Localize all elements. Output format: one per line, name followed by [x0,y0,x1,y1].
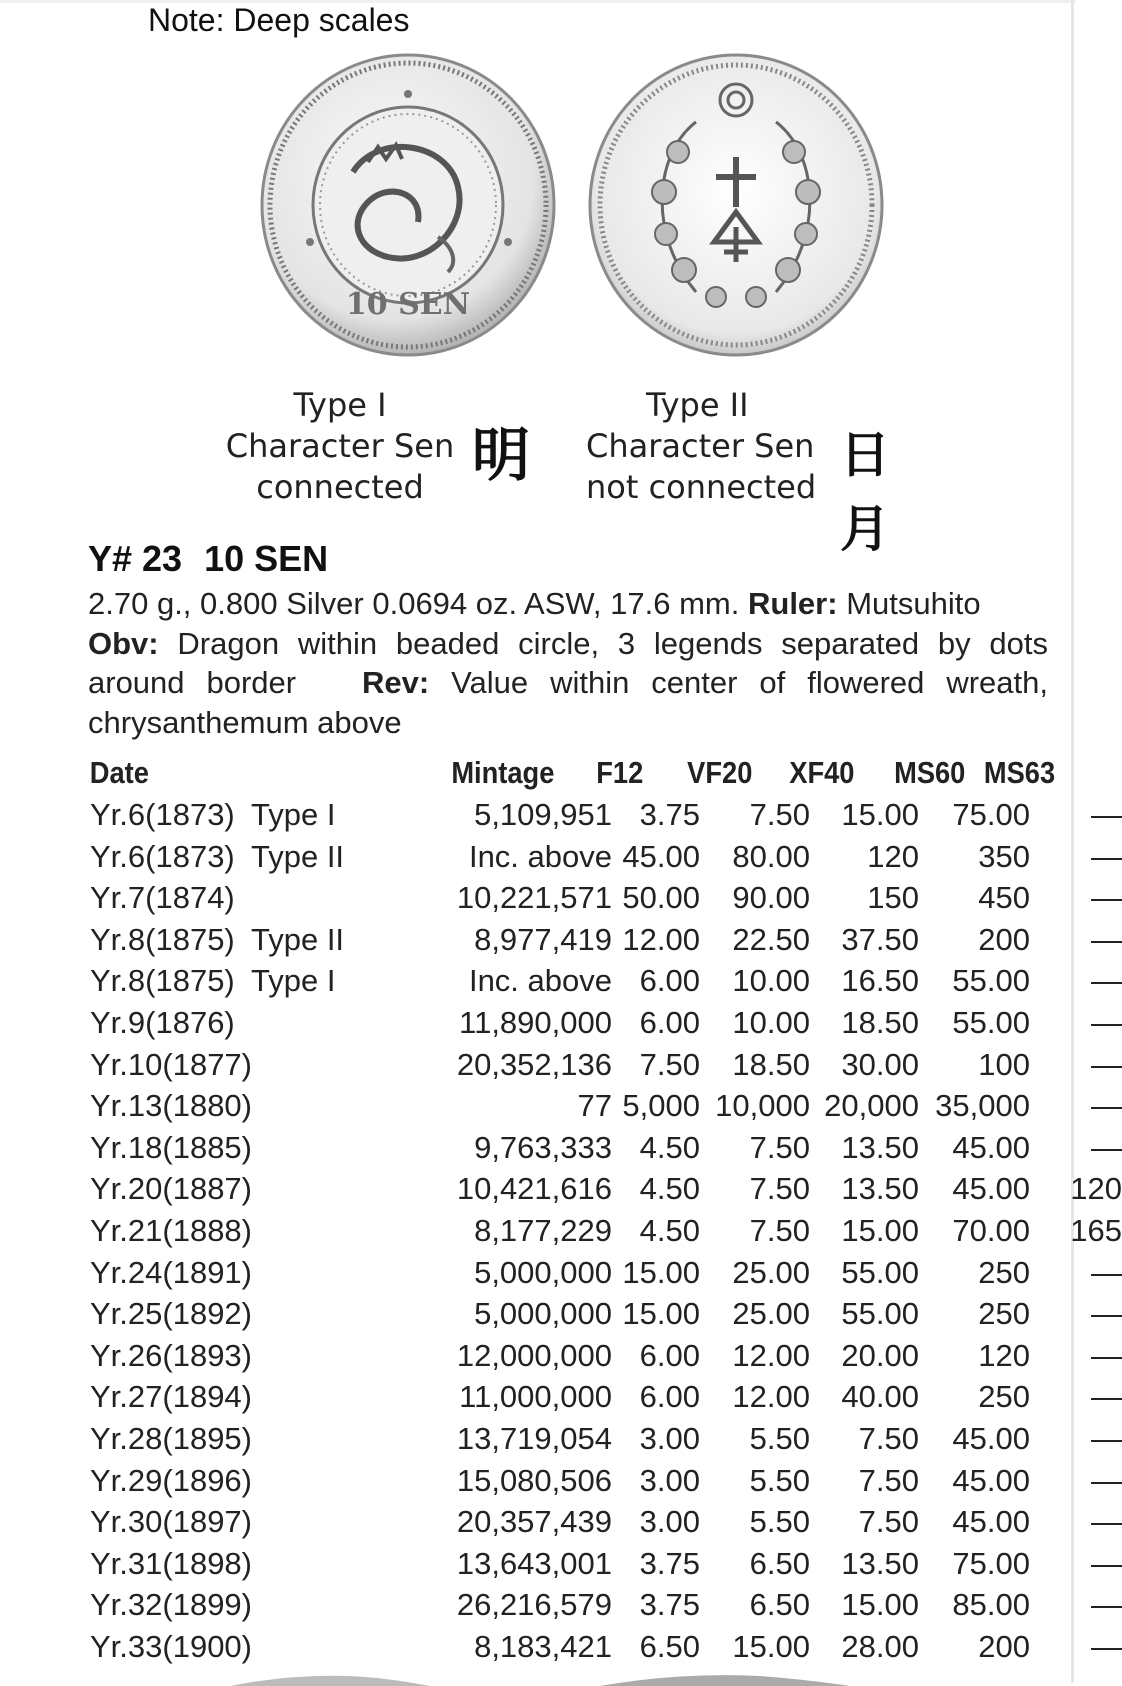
table-row [88,1210,1122,1252]
cell-ms60: 200 [978,921,1030,957]
table-row [88,1293,1122,1335]
cell-ms63: — [1091,1254,1122,1290]
cell-f12: 5,000 [622,1088,700,1124]
obverse-label: Obv: [88,625,159,661]
type-one-line2: Character Sen [225,427,455,465]
cell-date: Yr.32(1899) [90,1587,252,1623]
cell-mintage: 10,221,571 [456,880,612,916]
cell-ms60: 75.00 [952,1545,1030,1581]
cell-mintage: 5,000,000 [474,1296,612,1332]
cell-ms63: — [1091,1046,1122,1082]
cell-ms63: — [1091,1628,1122,1664]
cell-xf40: 18.50 [841,1004,919,1040]
cell-vf20: 10.00 [732,1004,810,1040]
cell-xf40: 37.50 [841,921,919,957]
cell-date: Yr.18(1885) [90,1129,252,1165]
cell-f12: 7.50 [639,1046,700,1082]
cell-f12: 6.00 [639,1337,700,1373]
coin-heading [88,538,328,580]
type-one-title: Type I [293,386,387,424]
cell-ms63: — [1091,1420,1122,1456]
cell-date: Yr.9(1876) [90,1004,235,1040]
character-sen-connected-text: 明 [472,421,531,489]
cell-ms60: 85.00 [952,1587,1030,1623]
cell-vf20: 80.00 [732,838,810,874]
cell-ms60: 45.00 [952,1420,1030,1456]
cell-date: Yr.6(1873) [90,838,235,874]
table-body [88,794,1122,1667]
cell-vf20: 12.00 [732,1379,810,1415]
cell-date: Yr.30(1897) [90,1504,252,1540]
cell-ms63: — [1091,1587,1122,1623]
cell-mintage: 13,719,054 [456,1420,612,1456]
cell-vf20: 7.50 [749,797,810,832]
cell-mintage: 11,890,000 [459,1004,612,1040]
cell-f12: 4.50 [639,1129,700,1165]
cell-vf20: 18.50 [732,1046,810,1082]
table-row [88,1127,1122,1169]
cell-ms63: — [1091,1129,1122,1165]
cell-type: Type I [251,963,336,999]
cell-mintage: 8,183,421 [474,1628,612,1664]
table-row [88,836,1122,878]
wreath-coin-reverse-icon [586,52,886,358]
type-one-caption [218,385,462,508]
type-two-title: Type II [646,386,749,424]
cell-ms63: — [1091,963,1122,999]
obverse-description: Dragon within beaded circle, 3 legends separated by dots around border [88,625,1048,700]
cell-ms63: 165 [1070,1212,1122,1248]
cell-ms60: 120 [978,1337,1030,1373]
cell-date: Yr.8(1875) [90,963,235,999]
catalog-number: Y# 23 [88,538,183,579]
cell-ms60: 45.00 [952,1462,1030,1498]
cell-date: Yr.25(1892) [90,1296,252,1332]
cell-ms63: — [1091,1004,1122,1040]
table-row [88,1044,1122,1086]
cell-xf40: 40.00 [841,1379,919,1415]
cell-vf20: 6.50 [749,1587,810,1623]
cell-f12: 45.00 [622,838,700,874]
ruler-name: Mutsuhito [846,586,981,621]
cell-ms60: 45.00 [952,1504,1030,1540]
cell-f12: 3.75 [639,1587,700,1623]
cell-type: Type II [251,838,345,874]
coin-description [88,584,1048,742]
cell-ms63: — [1091,880,1122,916]
cell-vf20: 5.50 [749,1504,810,1540]
header-date: Date [89,755,149,790]
cell-mintage: 8,177,229 [474,1212,612,1248]
character-sen-not-connected-text: 日月 [840,425,886,558]
next-coin-edge [230,1672,870,1686]
cell-ms60: 450 [978,880,1030,916]
cell-vf20: 7.50 [749,1212,810,1248]
dragon-coin-obverse-icon [258,52,558,358]
cell-ms60: 250 [978,1379,1030,1415]
cell-vf20: 5.50 [749,1462,810,1498]
cell-f12: 4.50 [639,1212,700,1248]
cell-mintage: 8,977,419 [474,921,612,957]
table-row [88,1085,1122,1127]
coin-denomination-label: 10 SEN [345,287,471,322]
cell-mintage: 12,000,000 [456,1337,612,1373]
cell-f12: 3.00 [639,1420,700,1456]
cell-type: Type I [251,797,336,832]
cell-vf20: 15.00 [732,1628,810,1664]
table-row [88,1501,1122,1543]
cell-date: Yr.29(1896) [90,1462,252,1498]
cell-xf40: 7.50 [858,1420,919,1456]
cell-ms63: — [1091,1462,1122,1498]
cell-xf40: 28.00 [841,1628,919,1664]
cell-ms63: — [1091,1337,1122,1373]
cell-ms60: 70.00 [952,1212,1030,1248]
mintage-price-table [88,752,1122,1667]
header-xf40: XF40 [789,755,855,790]
cell-date: Yr.20(1887) [90,1171,252,1207]
cell-date: Yr.26(1893) [90,1337,252,1373]
cell-f12: 3.75 [639,1545,700,1581]
cell-vf20: 25.00 [732,1296,810,1332]
cell-mintage: Inc. above [468,963,612,999]
right-rule [1071,0,1074,1683]
cell-xf40: 15.00 [841,797,919,832]
cell-mintage: 11,000,000 [459,1379,612,1415]
cell-ms60: 35,000 [935,1088,1030,1124]
table-row [88,919,1122,961]
cell-date: Yr.10(1877) [90,1046,252,1082]
cell-ms60: 75.00 [952,797,1030,832]
cell-xf40: 16.50 [841,963,919,999]
reverse-description: Value within center of flowered wreath, chrysanthemum above [88,665,1049,740]
cell-vf20: 6.50 [749,1545,810,1581]
cell-date: Yr.28(1895) [90,1420,252,1456]
cell-ms60: 350 [978,838,1030,874]
cell-xf40: 13.50 [841,1545,919,1581]
cell-date: Yr.31(1898) [90,1545,252,1581]
type-two-caption [586,385,846,508]
cell-mintage: 77 [577,1088,612,1124]
cell-vf20: 12.00 [732,1337,810,1373]
cell-vf20: 90.00 [732,880,810,916]
cell-f12: 50.00 [622,880,700,916]
cell-mintage: 15,080,506 [456,1462,612,1498]
cell-ms63: — [1091,1296,1122,1332]
cell-xf40: 30.00 [841,1046,919,1082]
cell-ms60: 250 [978,1254,1030,1290]
cell-date: Yr.27(1894) [90,1379,252,1415]
table-row [88,960,1122,1002]
cell-date: Yr.7(1874) [90,880,235,916]
cell-ms60: 100 [978,1046,1030,1082]
cell-vf20: 5.50 [749,1420,810,1456]
cell-mintage: 9,763,333 [474,1129,612,1165]
cell-xf40: 7.50 [858,1462,919,1498]
cell-f12: 3.00 [639,1462,700,1498]
type-one-line3: connected [256,468,424,506]
cell-ms63: 120 [1070,1171,1122,1207]
cell-f12: 3.75 [639,797,700,832]
header-ms60: MS60 [894,755,966,790]
table-row [88,1584,1122,1626]
cell-xf40: 20.00 [841,1337,919,1373]
cell-ms60: 45.00 [952,1171,1030,1207]
coin-specs: 2.70 g., 0.800 Silver 0.0694 oz. ASW, 17.6 mm. [88,586,740,621]
note-text: Note: Deep scales [148,2,410,38]
cell-xf40: 15.00 [841,1587,919,1623]
cell-ms63: — [1091,1545,1122,1581]
header-mintage: Mintage [451,755,555,790]
cell-f12: 15.00 [622,1254,700,1290]
header-ms63: MS63 [983,755,1056,790]
table-row [88,794,1122,836]
cell-mintage: 20,352,136 [456,1046,612,1082]
type-two-line2: Character Sen [586,427,815,465]
cell-xf40: 15.00 [841,1212,919,1248]
denomination-title: 10 SEN [204,538,329,579]
cell-ms60: 55.00 [952,963,1030,999]
cell-mintage: Inc. above [468,838,612,874]
type-two-line3: not connected [586,468,817,506]
cell-ms60: 45.00 [952,1129,1030,1165]
cell-date: Yr.6(1873) [90,797,235,832]
cell-mintage: 26,216,579 [456,1587,612,1623]
table-row [88,1252,1122,1294]
cell-f12: 6.00 [639,1379,700,1415]
cell-xf40: 7.50 [858,1504,919,1540]
cell-xf40: 120 [867,838,919,874]
table-header [88,752,1056,794]
table-row [88,1460,1122,1502]
cell-f12: 15.00 [622,1296,700,1332]
cell-xf40: 13.50 [841,1171,919,1207]
cell-vf20: 10.00 [732,963,810,999]
table-row [88,1626,1122,1668]
cell-f12: 6.00 [639,963,700,999]
cell-date: Yr.8(1875) [90,921,235,957]
ruler-label: Ruler: [748,586,838,621]
table-row [88,1376,1122,1418]
cell-date: Yr.13(1880) [90,1088,252,1124]
cell-vf20: 7.50 [749,1171,810,1207]
cell-mintage: 5,000,000 [474,1254,612,1290]
table-row [88,1335,1122,1377]
coin-images [258,52,898,362]
cell-f12: 4.50 [639,1171,700,1207]
table-row [88,877,1122,919]
cell-vf20: 7.50 [749,1129,810,1165]
cell-date: Yr.33(1900) [90,1628,252,1664]
character-sen-connected-glyph [472,418,550,492]
cell-vf20: 10,000 [715,1088,810,1124]
cell-f12: 3.00 [639,1504,700,1540]
cell-ms63: — [1091,1379,1122,1415]
cell-ms60: 200 [978,1628,1030,1664]
cell-xf40: 150 [867,880,919,916]
cell-mintage: 20,357,439 [456,1504,612,1540]
cell-ms63: — [1091,921,1122,957]
table-row [88,1168,1122,1210]
cell-type: Type II [251,921,345,957]
cell-vf20: 22.50 [732,921,810,957]
cell-ms60: 55.00 [952,1004,1030,1040]
cell-ms63: — [1091,797,1122,832]
header-vf20: VF20 [687,755,753,790]
cell-xf40: 55.00 [841,1254,919,1290]
cell-ms60: 250 [978,1296,1030,1332]
cell-date: Yr.21(1888) [90,1212,252,1248]
cell-ms63: — [1091,838,1122,874]
table-row [88,1002,1122,1044]
cell-mintage: 10,421,616 [456,1171,612,1207]
header-f12: F12 [596,755,644,790]
table-row [88,1418,1122,1460]
cell-xf40: 13.50 [841,1129,919,1165]
table-row [88,1543,1122,1585]
reverse-label: Rev: [361,665,430,700]
cell-xf40: 20,000 [824,1088,919,1124]
character-sen-not-connected-glyph [840,418,918,558]
cell-ms63: — [1091,1504,1122,1540]
cell-mintage: 13,643,001 [456,1545,612,1581]
cell-mintage: 5,109,951 [474,797,612,832]
cell-f12: 6.50 [639,1628,700,1664]
cell-ms63: — [1091,1088,1122,1124]
cell-f12: 6.00 [639,1004,700,1040]
cell-xf40: 55.00 [841,1296,919,1332]
cell-f12: 12.00 [622,921,700,957]
cell-vf20: 25.00 [732,1254,810,1290]
cell-date: Yr.24(1891) [90,1254,252,1290]
